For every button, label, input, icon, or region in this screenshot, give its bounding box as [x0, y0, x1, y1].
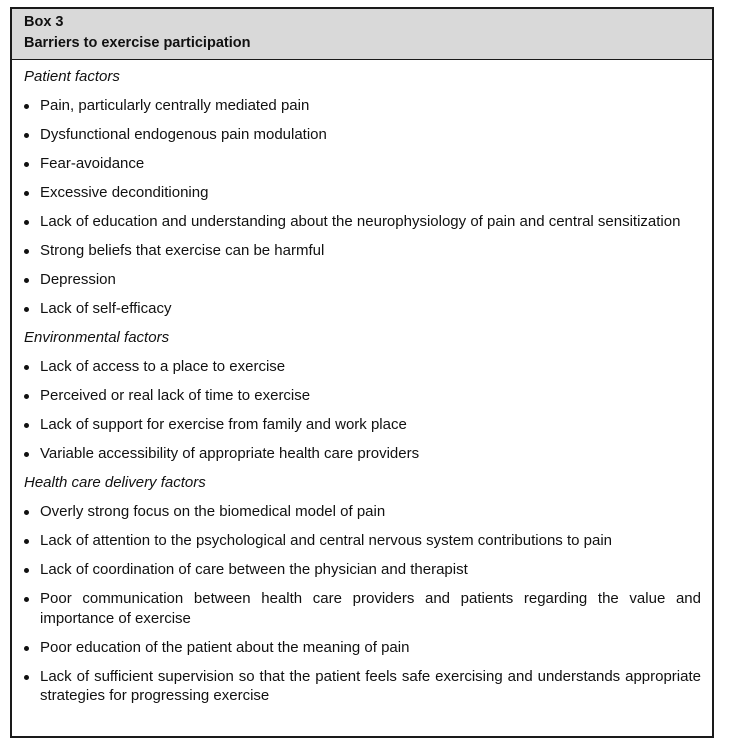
list-item-text: Dysfunctional endogenous pain modulation [40, 126, 327, 143]
list-item-text: Lack of sufficient supervision so that the patient feels safe exercising and understands appropriate strategies for progressing exercise [40, 667, 701, 704]
bullet-list [24, 96, 701, 319]
list-item [24, 560, 701, 580]
list-item-text: Lack of education and understanding about the neurophysiology of pain and central sensitization [40, 213, 681, 230]
list-item [24, 125, 701, 145]
box-label: Box 3 [24, 14, 64, 30]
section-patient-factors [24, 67, 701, 319]
bullet-list [24, 357, 701, 464]
bullet-icon [24, 597, 29, 602]
bullet-icon [24, 510, 29, 515]
list-item-text: Lack of self-efficacy [40, 300, 172, 317]
list-item-text: Strong beliefs that exercise can be harmful [40, 242, 325, 259]
bullet-icon [24, 104, 29, 109]
list-item [24, 589, 701, 628]
list-item [24, 502, 701, 522]
list-item [24, 638, 701, 658]
list-item-text: Depression [40, 271, 116, 288]
bullet-icon [24, 220, 29, 225]
list-item [24, 299, 701, 319]
section-health-care-delivery-factors [24, 473, 701, 706]
list-item [24, 96, 701, 116]
list-item-text: Poor education of the patient about the meaning of pain [40, 638, 410, 656]
list-item-text: Variable accessibility of appropriate health care providers [40, 445, 420, 462]
bullet-icon [24, 452, 29, 457]
list-item-text: Lack of support for exercise from family and work place [40, 416, 407, 433]
section-heading: Environmental factors [24, 329, 170, 346]
bullet-list [24, 502, 701, 706]
list-item-text: Lack of coordination of care between the physician and therapist [40, 561, 468, 578]
list-item [24, 154, 701, 174]
bullet-icon [24, 675, 29, 680]
list-item-text: Overly strong focus on the biomedical model of pain [40, 503, 386, 520]
list-item [24, 531, 701, 551]
bullet-icon [24, 133, 29, 138]
box-title: Barriers to exercise participation [24, 35, 251, 51]
section-heading: Health care delivery factors [24, 474, 206, 491]
list-item [24, 241, 701, 261]
list-item [24, 357, 701, 377]
list-item-text: Excessive deconditioning [40, 184, 209, 201]
list-item-text: Lack of access to a place to exercise [40, 358, 286, 375]
list-item-text: Fear-avoidance [40, 155, 145, 172]
box-body [12, 60, 712, 706]
box-header [12, 9, 712, 60]
bullet-icon [24, 162, 29, 167]
section-heading: Patient factors [24, 68, 120, 85]
bullet-icon [24, 646, 29, 651]
bullet-icon [24, 394, 29, 399]
bullet-icon [24, 568, 29, 573]
list-item-text: Lack of attention to the psychological and central nervous system contributions to pain [40, 532, 612, 549]
list-item [24, 270, 701, 290]
list-item [24, 667, 701, 706]
bullet-icon [24, 249, 29, 254]
list-item [24, 183, 701, 203]
list-item [24, 386, 701, 406]
bullet-icon [24, 423, 29, 428]
list-item-text: Perceived or real lack of time to exercise [40, 387, 311, 404]
bullet-icon [24, 278, 29, 283]
bullet-icon [24, 307, 29, 312]
bullet-icon [24, 365, 29, 370]
list-item [24, 212, 701, 232]
list-item [24, 415, 701, 435]
bullet-icon [24, 191, 29, 196]
bullet-icon [24, 539, 29, 544]
text-box [10, 7, 714, 738]
list-item-text: Pain, particularly centrally mediated pain [40, 97, 310, 114]
list-item-text: Poor communication between health care providers and patients regarding the value and importance of exercise [40, 590, 701, 627]
list-item [24, 444, 701, 464]
section-environmental-factors [24, 328, 701, 464]
